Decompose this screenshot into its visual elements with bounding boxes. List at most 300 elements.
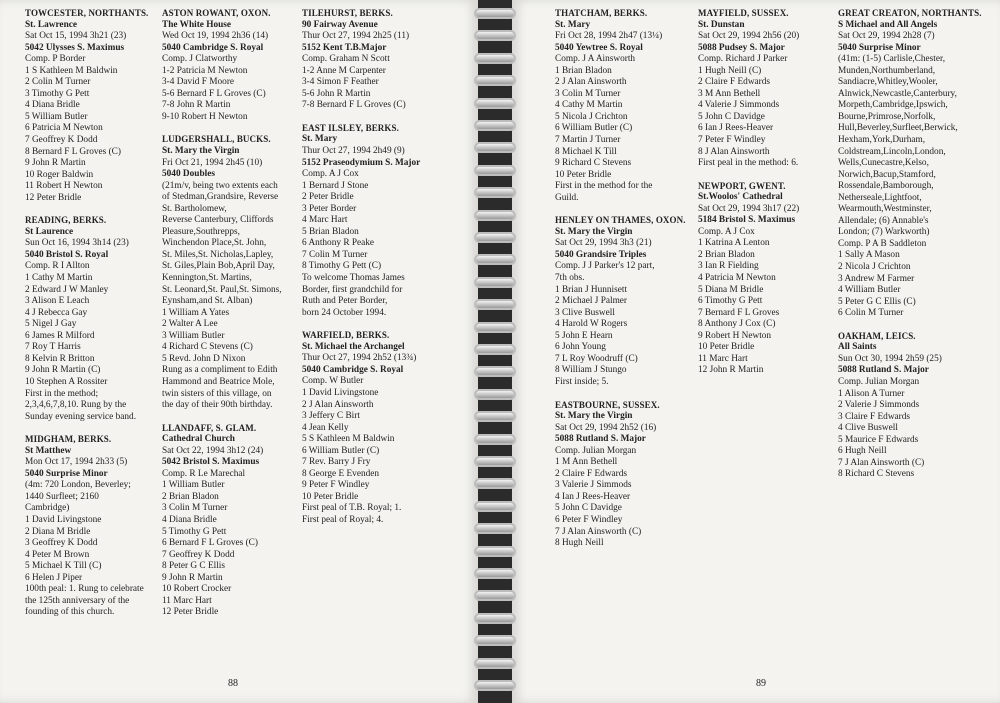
peal-line: 7-8 Bernard F L Groves (C) [302,100,406,111]
peal-line: 5 Michael K Till (C) [25,561,102,572]
peal-place: HENLEY ON THAMES, OXON. [555,215,686,226]
peal-line: 8 William J Stungo [555,365,627,376]
peal-church: All Saints [838,342,877,353]
peal-place: OAKHAM, LEICS. [838,330,916,341]
peal-line: 4 Jean Kelly [302,422,349,433]
peal-place: THATCHAM, BERKS. [555,8,648,18]
peal-entry [25,215,153,423]
peal-line: 9-10 Robert H Newton [162,111,248,122]
peal-line: St. Leonard,St. Paul,St. Simons, [162,284,282,295]
peal-line: London; (7) Warkworth) [838,227,930,238]
binding-ring [474,434,516,445]
peal-line: Cambridge) [25,503,70,514]
peal-line: 4 Richard C Stevens (C) [162,342,253,353]
peal-line: 3 Valerie J Simmods [555,480,632,491]
peal-church: S Michael and All Angels [838,19,938,30]
peal-line: Comp. A J Cox [698,226,755,237]
peal-line: 9 Richard C Stevens [555,158,632,169]
peal-line: (4m: 720 London, Beverley; [25,480,131,491]
peal-line: 1 Bernard J Stone [302,180,369,191]
binding-ring [474,98,516,109]
peal-date: Sat Oct 29, 1994 2h52 (16) [555,422,657,433]
peal-line: of Stedman,Grandsire, Reverse [162,192,279,203]
peal-line: 5 Peter G C Ellis (C) [838,296,916,307]
peal-line: 5-6 John R Martin [302,88,371,99]
peal-place: GREAT CREATON, NORTHANTS. [838,8,982,18]
peal-entry [555,400,687,550]
peal-method: 5088 Pudsey S. Major [698,42,785,53]
binding-ring [474,75,516,86]
peal-place: ASTON ROWANT, OXON. [162,8,271,18]
binding-ring [474,658,516,669]
peal-line: 2,3,4,6,7,8,10. Rung by the [25,400,127,411]
peal-line: 3 Colin M Turner [162,503,228,514]
peal-line: 3-4 Simon F Feather [302,77,379,88]
peal-line: 5 John C Davidge [698,111,765,122]
peal-church: Cathedral Church [162,434,235,445]
peal-line: 5 Revd. John D Nixon [162,353,246,364]
peal-line: Ruth and Peter Border, [302,296,388,307]
peal-line: Comp. J J Parker's 12 part, [555,261,655,272]
peal-method: 5152 Praseodymium S. Major [302,157,421,168]
peal-line: 1 Sally A Mason [838,250,900,261]
peal-line: 2 Valerie J Simmonds [838,400,920,411]
peal-line: Wells,Cunecastre,Kelso, [838,158,929,169]
peal-church: St. Mary [302,134,338,145]
peal-line: 7 Geoffrey K Dodd [25,135,98,146]
binding-ring [474,53,516,64]
peal-line: 8 J Alan Ainsworth [698,146,770,157]
peal-church: St. Dunstan [698,19,745,30]
peal-line: 4 J Rebecca Gay [25,307,88,318]
peal-line: First in the method for the [555,181,653,192]
peal-date: Sat Oct 29, 1994 3h3 (21) [555,238,652,249]
peal-place: WARFIELD, BERKS. [302,330,390,341]
peal-line: Guild. [555,192,579,203]
peal-line: 3 Ian R Fielding [698,261,759,272]
peal-line: 6 Hugh Neill [838,446,887,457]
peal-entry [302,8,442,112]
binding-ring [474,299,516,310]
peal-line: 7 L Roy Woodruff (C) [555,353,638,364]
peal-line: 7 J Alan Ainsworth (C) [838,457,925,468]
peal-line: 9 John R Martin [162,572,223,583]
peal-column-6 [838,8,988,492]
peal-line: 7 Colin M Turner [302,249,368,260]
binding-ring [474,501,516,512]
binding-ring [474,210,516,221]
peal-line: 1 M Ann Bethell [555,457,618,468]
peal-line: 12 Peter Bridle [162,607,219,618]
peal-line: 2 J Alan Ainsworth [302,399,374,410]
peal-entry [838,8,988,320]
peal-line: Sandiacre,Whitley,Wooler, [838,77,938,88]
peal-church: St. Mary the Virgin [555,411,633,422]
peal-line: 10 Robert Crocker [162,584,232,595]
peal-line: To welcome Thomas James [302,273,405,284]
peal-line: 2 Claire F Edwards [698,77,771,88]
peal-church: The White House [162,19,232,30]
peal-date: Thur Oct 27, 1994 2h49 (9) [302,146,405,157]
peal-line: Pleasure,Southrepps, [162,226,240,237]
peal-line: 3 Clive Buswell [555,307,615,318]
peal-line: Morpeth,Cambridge,Ipswich, [838,100,948,111]
peal-date: Fri Oct 28, 1994 2h47 (13¼) [555,31,663,42]
binding-ring [474,613,516,624]
peal-date: Sat Oct 29, 1994 2h56 (20) [698,31,800,42]
peal-line: Norwich,Bacup,Stamford, [838,169,936,180]
peal-church: St Matthew [25,445,72,456]
peal-line: Winchendon Place,St. John, [162,238,267,249]
peal-line: Comp. Julian Morgan [838,376,920,387]
peal-line: First peal of T.B. Royal; 1. [302,503,402,514]
binding-ring [474,590,516,601]
peal-line: Comp. Julian Morgan [555,445,637,456]
peal-place: LLANDAFF, S. GLAM. [162,422,257,433]
peal-entry [162,8,294,123]
peal-line: 1-2 Anne M Carpenter [302,65,386,76]
page-number-right: 89 [756,678,766,689]
peal-line: Kennington,St. Martins, [162,273,252,284]
peal-line: Rossendale,Bamborough, [838,181,934,192]
peal-line: 1440 Surfleet; 2160 [25,491,99,502]
peal-line: 2 Walter A Lee [162,319,218,330]
peal-line: 6 Colin M Turner [838,308,904,319]
peal-line: 11 Robert H Newton [25,181,103,192]
peal-line: 9 John R Martin [25,158,86,169]
peal-line: 4 Valerie J Simmonds [698,100,780,111]
peal-place: TILEHURST, BERKS. [302,8,393,18]
peal-entry [555,215,687,388]
binding-ring [474,142,516,153]
peal-line: 8 George E Evenden [302,468,380,479]
peal-date: Sat Oct 15, 1994 3h21 (23) [25,31,127,42]
peal-date: Fri Oct 21, 1994 2h45 (10) [162,157,263,168]
peal-line: Comp. Graham N Scott [302,54,390,65]
peal-line: 10 Peter Bridle [555,169,612,180]
peal-column-4 [555,8,687,561]
peal-line: 1 Brian J Hunnisett [555,284,628,295]
peal-line: Reverse Canterbury, Cliffords [162,215,274,226]
peal-line: 5 Maurice F Edwards [838,434,919,445]
peal-line: 5 Nigel J Gay [25,319,77,330]
peal-entry [162,134,294,411]
binding-ring [474,523,516,534]
peal-line: Comp. A J Cox [302,169,359,180]
peal-line: 6 Peter F Windley [555,514,623,525]
peal-entry [698,8,830,170]
peal-column-3 [302,8,442,538]
peal-line: Coldstream,Lincoln,London, [838,146,946,157]
peal-line: 1 S Kathleen M Baldwin [25,65,118,76]
peal-line: 2 Brian Bladon [162,491,219,502]
peal-line: 3 Timothy G Pett [25,88,90,99]
peal-line: 5 William Butler [25,111,88,122]
peal-method: 5088 Rutland S. Major [838,365,929,376]
peal-line: 7-8 John R Martin [162,100,231,111]
peal-line: 6 William Butler (C) [302,445,380,456]
peal-line: Sunday evening service band. [25,411,137,422]
peal-line: 1 William Butler [162,480,225,491]
peal-line: 4 Diana Bridle [25,100,80,111]
peal-line: St. Bartholomew, [162,203,227,214]
peal-date: Sun Oct 16, 1994 3h14 (23) [25,238,129,249]
peal-line: 12 John R Martin [698,365,764,376]
peal-line: 8 Hugh Neill [555,538,604,549]
peal-method: 5040 Grandsire Triples [555,249,647,260]
peal-line: 1 David Livingstone [25,514,102,525]
peal-line: 1 Hugh Neill (C) [698,65,762,76]
peal-line: Bourne,Primrose,Norfolk, [838,111,936,122]
peal-line: 3 Jeffery C Birt [302,411,360,422]
peal-line: 4 Cathy M Martin [555,100,623,111]
peal-line: 8 Michael K Till [555,146,617,157]
peal-date: Mon Oct 17, 1994 2h33 (5) [25,457,128,468]
peal-line: 9 Peter F Windley [302,480,370,491]
peal-line: 5 John C Davidge [555,503,622,514]
peal-line: Wearmouth,Westminster, [838,204,932,215]
binding-ring [474,411,516,422]
peal-method: 5042 Bristol S. Maximus [162,457,260,468]
peal-line: 2 Michael J Palmer [555,296,628,307]
peal-line: 2 J Alan Ainsworth [555,77,627,88]
peal-church: St. Mary [555,19,591,30]
peal-entry [25,8,153,204]
peal-line: 8 Peter G C Ellis [162,561,226,572]
peal-line: Comp. R Le Marechal [162,468,246,479]
peal-line: 100th peal: 1. Rung to celebrate [25,584,144,595]
peal-entry [838,331,988,481]
peal-line: 2 Colin M Turner [25,77,91,88]
peal-line: 3 William Butler [162,330,225,341]
peal-line: Eynsham,and St. Alban) [162,296,253,307]
peal-column-2 [162,8,294,630]
peal-line: Hexham,York,Durham, [838,135,926,146]
peal-line: 7 Rev. Barry J Fry [302,457,371,468]
peal-method: 5042 Ulysses S. Maximus [25,42,125,53]
binding-ring [474,635,516,646]
peal-line: 2 Brian Bladon [698,249,755,260]
peal-line: Munden,Northumberland, [838,65,936,76]
binding-ring [474,366,516,377]
peal-line: 4 Peter M Brown [25,549,90,560]
peal-date: Thur Oct 27, 1994 2h25 (11) [302,31,410,42]
peal-line: 3 Alison E Leach [25,296,90,307]
peal-line: 2 Edward J W Manley [25,284,109,295]
peal-line: Comp. P Border [25,54,86,65]
peal-line: 9 Robert H Newton [698,330,772,341]
peal-place: LUDGERSHALL, BUCKS. [162,134,271,145]
binding-ring [474,680,516,691]
binding-ring [474,30,516,41]
peal-place: MAYFIELD, SUSSEX. [698,8,789,18]
peal-line: 3 Claire F Edwards [838,411,911,422]
peal-line: 7 Geoffrey K Dodd [162,549,235,560]
peal-line: First peal of Royal; 4. [302,514,384,525]
peal-column-5 [698,8,830,388]
peal-method: 5040 Bristol S. Royal [25,249,109,260]
peal-line: 6 William Butler (C) [555,123,633,134]
peal-church: St Laurence [25,226,74,237]
peal-place: EAST ILSLEY, BERKS. [302,122,399,133]
peal-place: NEWPORT, GWENT. [698,180,786,191]
peal-church: St. Lawrence [25,19,77,30]
peal-line: 5 S Kathleen M Baldwin [302,434,395,445]
peal-line: 3 Peter Border [302,203,357,214]
binding-ring [474,187,516,198]
peal-column-1 [25,8,153,630]
peal-line: 3 Andrew M Farmer [838,273,915,284]
peal-line: 7 Bernard F L Groves [698,307,780,318]
peal-line: Rung as a compliment to Edith [162,365,278,376]
peal-line: 4 Clive Buswell [838,423,898,434]
binding-ring [474,254,516,265]
peal-line: 1 Brian Bladon [555,65,612,76]
binding-ring [474,344,516,355]
peal-church: 90 Fairway Avenue [302,19,378,30]
peal-line: Comp. J A Ainsworth [555,54,636,65]
peal-line: 5 Brian Bladon [302,226,359,237]
binding-ring [474,232,516,243]
peal-date: Sun Oct 30, 1994 2h59 (25) [838,353,942,364]
peal-line: founding of this church. [25,607,115,618]
peal-line: 4 William Butler [838,285,901,296]
peal-date: Sat Oct 29, 1994 2h28 (7) [838,31,935,42]
peal-line: 8 Bernard F L Groves (C) [25,146,121,157]
peal-line: 6 Timothy G Pett [698,296,763,307]
peal-line: Comp. P A B Saddleton [838,238,927,249]
peal-line: 6 Patricia M Newton [25,123,103,134]
binding-ring [474,322,516,333]
binding-ring [474,165,516,176]
peal-line: 6 Helen J Piper [25,572,83,583]
peal-line: 1 Alison A Turner [838,388,905,399]
peal-line: 4 Diana Bridle [162,514,217,525]
peal-line: St. Miles,St. Nicholas,Lapley, [162,249,274,260]
peal-line: the day of their 90th birthday. [162,400,273,411]
peal-line: Comp. R I Allton [25,261,90,272]
peal-method: 5088 Rutland S. Major [555,434,646,445]
peal-line: 5-6 Bernard F L Groves (C) [162,88,266,99]
peal-line: 1 Cathy M Martin [25,273,93,284]
peal-line: 3-4 David F Moore [162,77,235,88]
peal-method: 5152 Kent T.B.Major [302,42,387,53]
peal-line: Comp. Richard J Parker [698,54,788,65]
peal-line: St. Giles,Plain Bob,April Day, [162,261,275,272]
peal-date: Sat Oct 22, 1994 3h12 (24) [162,445,264,456]
binding-ring [474,546,516,557]
peal-entry [25,434,153,619]
peal-line: 2 Peter Bridle [302,192,354,203]
peal-line: 5 John E Hearn [555,330,613,341]
peal-line: 12 Peter Bridle [25,192,82,203]
peal-line: 11 Marc Hart [162,595,212,606]
peal-entry [555,8,687,204]
peal-line: 5 Nicola J Crichton [555,111,628,122]
peal-line: Hull,Beverley,Surfleet,Berwick, [838,123,958,134]
peal-line: 7 J Alan Ainsworth (C) [555,526,642,537]
peal-place: EASTBOURNE, SUSSEX. [555,399,660,410]
peal-line: 1 William A Yates [162,307,230,318]
peal-entry [302,330,442,526]
peal-line: 6 Bernard F L Groves (C) [162,538,258,549]
peal-line: 4 Patricia M Newton [698,273,776,284]
peal-entry [162,423,294,619]
peal-line: Border, first grandchild for [302,284,403,295]
peal-line: Comp. W Butler [302,376,364,387]
binding-ring [474,8,516,19]
peal-entry [698,181,830,377]
peal-method: 5040 Doubles [162,169,215,180]
peal-place: TOWCESTER, NORTHANTS. [25,8,149,18]
peal-date: Sat Oct 29, 1994 3h17 (22) [698,203,800,214]
peal-line: 3 Geoffrey K Dodd [25,538,98,549]
peal-line: 1-2 Patricia M Newton [162,65,248,76]
peal-line: 4 Ian J Rees-Heaver [555,491,631,502]
peal-method: 5040 Surprise Minor [25,468,108,479]
peal-date: Wed Oct 19, 1994 2h36 (14) [162,31,269,42]
peal-church: St. Mary the Virgin [162,146,240,157]
peal-place: READING, BERKS. [25,215,107,226]
peal-line: 10 Peter Bridle [698,342,755,353]
peal-line: 10 Stephen A Rossiter [25,376,108,387]
peal-place: MIDGHAM, BERKS. [25,434,112,445]
peal-line: 10 Peter Bridle [302,491,359,502]
binding-ring [474,478,516,489]
peal-line: 5 Timothy G Pett [162,526,227,537]
peal-line: 10 Roger Baldwin [25,169,94,180]
peal-line: 2 Claire F Edwards [555,468,628,479]
peal-line: First inside; 5. [555,376,609,387]
peal-line: Netherseale,Lightfoot, [838,192,922,203]
peal-date: Thur Oct 27, 1994 2h52 (13¾) [302,353,417,364]
peal-line: Alnwick,Newcastle,Canterbury, [838,88,957,99]
page-number-left: 88 [228,678,238,689]
peal-line: 8 Timothy G Pett (C) [302,261,382,272]
peal-line: 3 M Ann Bethell [698,88,761,99]
peal-line: 11 Marc Hart [698,353,748,364]
peal-line: the 125th anniversary of the [25,595,130,606]
peal-line: 4 Harold W Rogers [555,319,628,330]
peal-line: 8 Kelvin R Britton [25,353,95,364]
peal-method: 5184 Bristol S. Maximus [698,215,796,226]
peal-line: 8 Richard C Stevens [838,469,915,480]
peal-line: 7 Peter F Windley [698,135,766,146]
peal-line: 4 Marc Hart [302,215,348,226]
peal-line: born 24 October 1994. [302,307,387,318]
peal-line: (21m/v, being two extents each [162,180,278,191]
peal-entry [302,123,442,319]
peal-church: St.Woolos' Cathedral [698,192,783,203]
binding-ring [474,389,516,400]
peal-church: St. Mary the Virgin [555,226,633,237]
binding-ring [474,568,516,579]
peal-line: 1 Katrina A Lenton [698,238,770,249]
peal-line: Comp. J Clatworthy [162,54,238,65]
peal-line: 7 Martin J Turner [555,135,621,146]
peal-line: First peal in the method: 6. [698,158,799,169]
peal-line: 6 Anthony R Peake [302,238,375,249]
peal-line: 6 John Young [555,342,606,353]
peal-line: Hammond and Beatrice Mole, [162,376,275,387]
peal-line: 2 Diana M Bridle [25,526,91,537]
peal-line: First in the method; [25,388,99,399]
peal-method: 5040 Yewtree S. Royal [555,42,643,53]
peal-line: 2 Nicola J Crichton [838,262,911,273]
peal-line: twin sisters of this village, on [162,388,272,399]
binding-ring [474,456,516,467]
peal-method: 5040 Surprise Minor [838,42,921,53]
